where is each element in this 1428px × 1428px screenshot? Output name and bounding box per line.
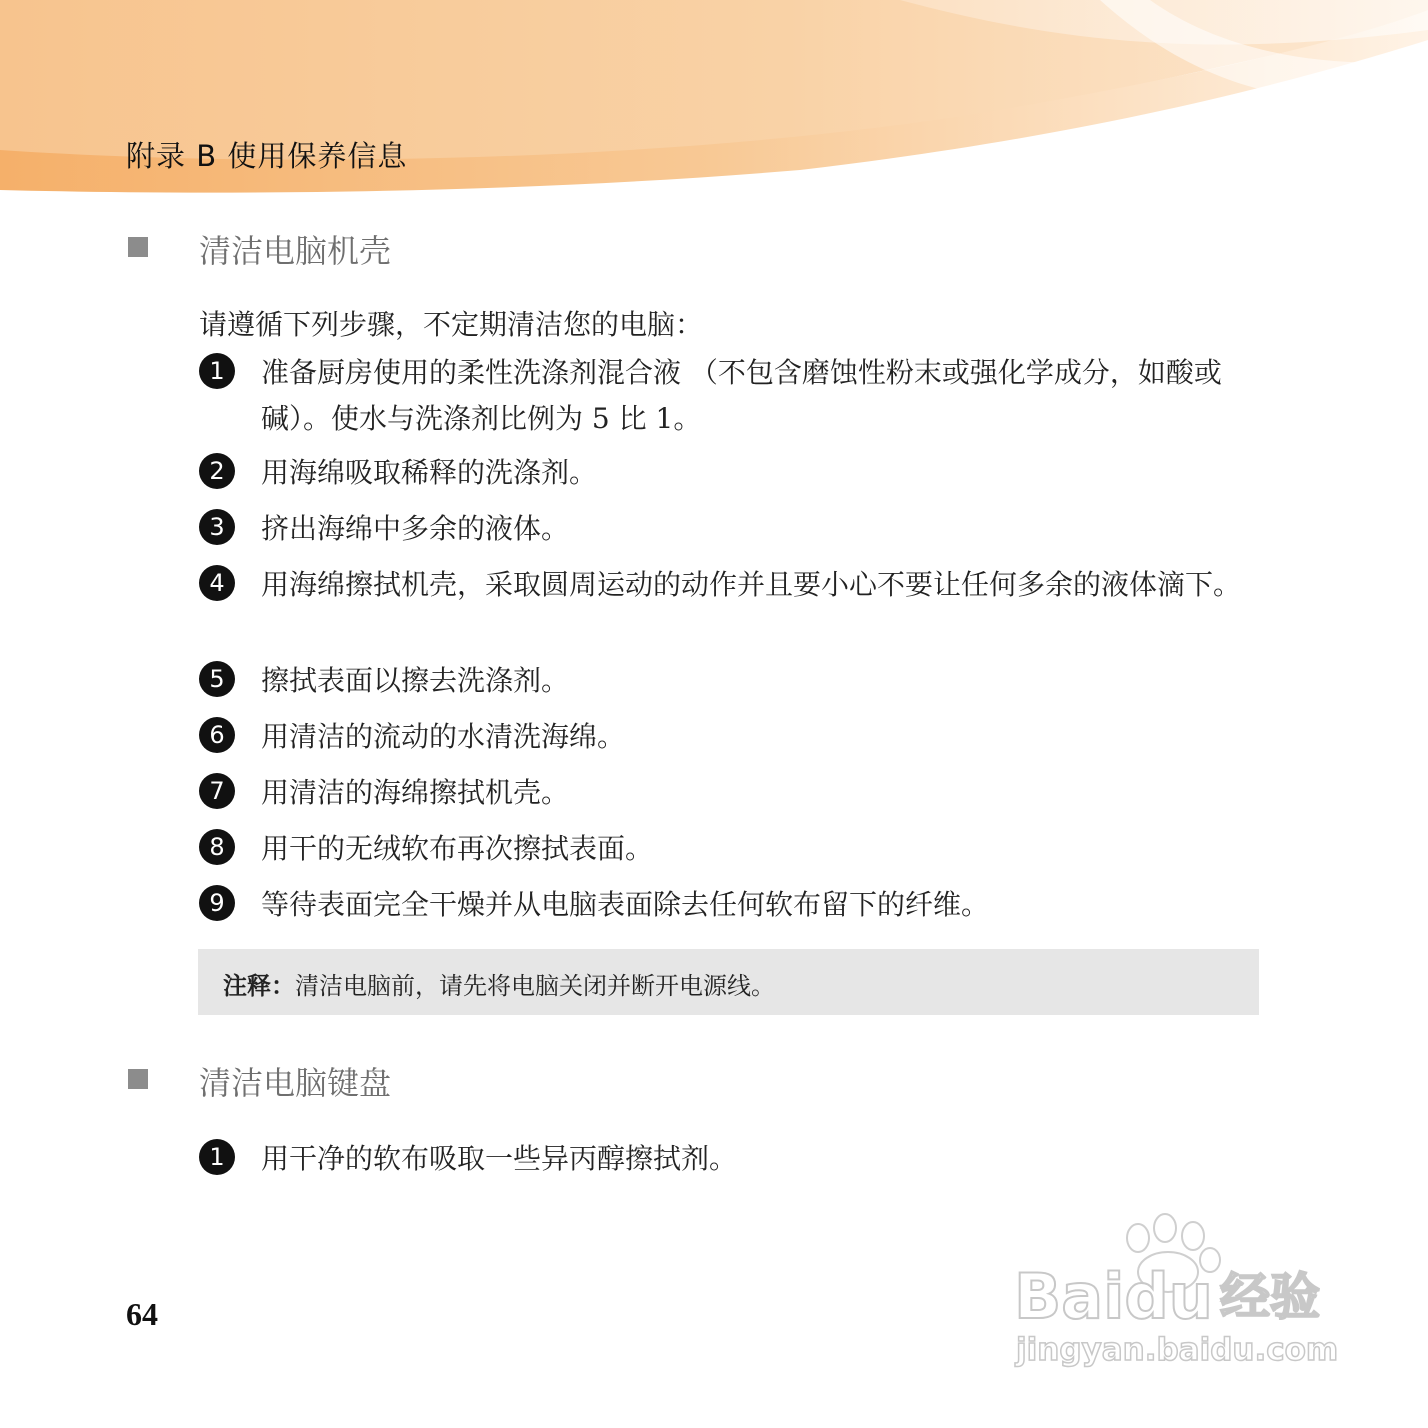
step-number-badge: 8 bbox=[199, 829, 235, 865]
note-box bbox=[198, 949, 1259, 1015]
note-text bbox=[223, 966, 775, 1001]
step-number-badge: 3 bbox=[199, 509, 235, 545]
step-text: 擦拭表面以擦去洗涤剂。 bbox=[261, 664, 570, 697]
step-text: 挤出海绵中多余的液体。 bbox=[261, 512, 570, 545]
step-number-badge: 4 bbox=[199, 565, 235, 601]
page-number: 64 bbox=[126, 1296, 158, 1332]
section-intro: 请遵循下列步骤，不定期清洁您的电脑： bbox=[199, 308, 704, 341]
section-marker bbox=[128, 237, 148, 257]
step-text: 准备厨房使用的柔性洗涤剂混合液 （不包含磨蚀性粉末或强化学成分，如酸或碱）。使水与洗涤剂比例为 5 比 1。 bbox=[261, 356, 1222, 435]
step-text: 用干净的软布吸取一些异丙醇擦拭剂。 bbox=[261, 1142, 738, 1175]
step-number-badge: 6 bbox=[199, 717, 235, 753]
section-heading-keyboard: 清洁电脑键盘 bbox=[199, 1064, 392, 1102]
step-number-badge: 7 bbox=[199, 773, 235, 809]
step-number-badge: 1 bbox=[199, 353, 235, 389]
watermark-url: jingyan.baidu.com bbox=[1016, 1332, 1339, 1368]
watermark-brand-cn: 经验 bbox=[1220, 1268, 1320, 1326]
step-text: 用清洁的海绵擦拭机壳。 bbox=[261, 776, 570, 809]
note-label: 注释： bbox=[223, 972, 295, 1000]
watermark-brand: Baidu bbox=[1014, 1260, 1213, 1333]
step-text: 等待表面完全干燥并从电脑表面除去任何软布留下的纤维。 bbox=[261, 888, 990, 921]
step-number-badge: 5 bbox=[199, 661, 235, 697]
section-marker bbox=[128, 1069, 148, 1089]
baidu-watermark-logo bbox=[1010, 1210, 1350, 1370]
step-text: 用海绵吸取稀释的洗涤剂。 bbox=[261, 456, 598, 489]
step-text: 用海绵擦拭机壳，采取圆周运动的动作并且要小心不要让任何多余的液体滴下。 bbox=[261, 568, 1242, 601]
step-number-badge: 2 bbox=[199, 453, 235, 489]
step-text: 用清洁的流动的水清洗海绵。 bbox=[261, 720, 626, 753]
step-number-badge: 9 bbox=[199, 885, 235, 921]
step-number-badge: 1 bbox=[199, 1139, 235, 1175]
section-heading-case: 清洁电脑机壳 bbox=[199, 232, 392, 270]
header-title: 附录 B 使用保养信息 bbox=[126, 139, 408, 173]
step-text: 用干的无绒软布再次擦拭表面。 bbox=[261, 832, 654, 865]
note-body: 清洁电脑前，请先将电脑关闭并断开电源线。 bbox=[295, 972, 775, 1000]
